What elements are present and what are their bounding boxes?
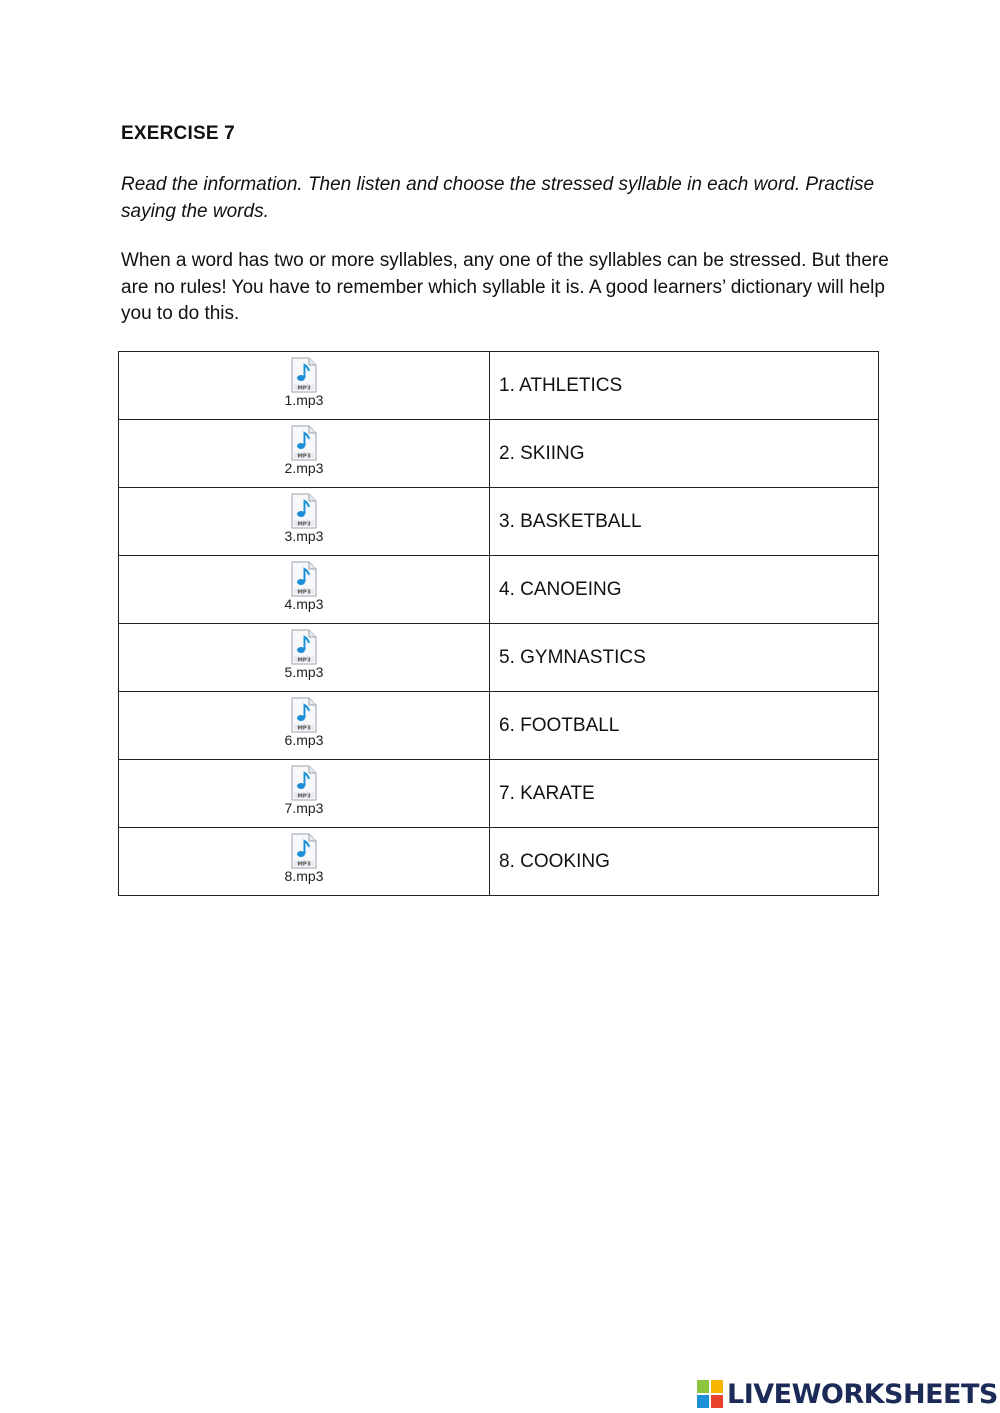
mp3-file-icon xyxy=(288,697,320,733)
word-cell: 5. GYMNASTICS xyxy=(490,624,879,692)
audio-file-name: 8.mp3 xyxy=(284,868,324,884)
svg-text:MP3: MP3 xyxy=(297,657,311,664)
audio-file-button[interactable] xyxy=(285,493,324,544)
audio-cell xyxy=(119,420,490,488)
table-row xyxy=(119,624,879,692)
audio-file-button[interactable] xyxy=(285,697,324,748)
word-cell: 1. ATHLETICS xyxy=(490,352,879,420)
mp3-file-icon xyxy=(288,833,320,869)
audio-file-name: 7.mp3 xyxy=(284,800,324,816)
word-cell: 3. BASKETBALL xyxy=(490,488,879,556)
audio-file-name: 5.mp3 xyxy=(284,664,324,680)
audio-cell xyxy=(119,556,490,624)
audio-file-button[interactable] xyxy=(285,561,324,612)
word-cell: 4. CANOEING xyxy=(490,556,879,624)
mp3-file-icon xyxy=(288,357,320,393)
table-row xyxy=(119,760,879,828)
table-row xyxy=(119,828,879,896)
svg-text:MP3: MP3 xyxy=(297,521,311,528)
liveworksheets-logo[interactable] xyxy=(697,1377,998,1411)
audio-cell xyxy=(119,828,490,896)
audio-cell xyxy=(119,760,490,828)
table-row xyxy=(119,420,879,488)
audio-cell xyxy=(119,692,490,760)
audio-file-button[interactable] xyxy=(285,765,324,816)
table-row xyxy=(119,556,879,624)
audio-file-name: 6.mp3 xyxy=(284,732,324,748)
svg-text:MP3: MP3 xyxy=(297,725,311,732)
word-cell: 7. KARATE xyxy=(490,760,879,828)
word-cell: 6. FOOTBALL xyxy=(490,692,879,760)
word-cell: 8. COOKING xyxy=(490,828,879,896)
table-row xyxy=(119,488,879,556)
page-title: EXERCISE 7 xyxy=(121,123,235,144)
audio-file-name: 4.mp3 xyxy=(284,596,324,612)
mp3-file-icon xyxy=(288,425,320,461)
word-table xyxy=(118,351,879,896)
mp3-file-icon xyxy=(288,493,320,529)
svg-text:MP3: MP3 xyxy=(297,453,311,460)
mp3-file-icon xyxy=(288,561,320,597)
mp3-file-icon xyxy=(288,629,320,665)
mp3-file-icon xyxy=(288,765,320,801)
instructions: Read the information. Then listen and choose the stressed syllable in each word. Practise saying the words. xyxy=(121,174,875,222)
audio-file-button[interactable] xyxy=(285,357,324,408)
svg-text:MP3: MP3 xyxy=(297,861,311,868)
table-row xyxy=(119,352,879,420)
svg-text:MP3: MP3 xyxy=(297,793,311,800)
audio-file-name: 3.mp3 xyxy=(284,528,324,544)
liveworksheets-logo-icon xyxy=(697,1380,723,1408)
svg-text:MP3: MP3 xyxy=(297,385,311,392)
audio-cell xyxy=(119,624,490,692)
audio-cell xyxy=(119,352,490,420)
logo-text: LIVEWORKSHEETS xyxy=(727,1378,998,1410)
word-cell: 2. SKIING xyxy=(490,420,879,488)
svg-text:MP3: MP3 xyxy=(297,589,311,596)
table-row xyxy=(119,692,879,760)
audio-file-button[interactable] xyxy=(285,629,324,680)
info-paragraph: When a word has two or more syllables, any one of the syllables can be stressed. But there are no rules! You have to remember which syllable it is. A good learners’ dictionary will help you to do this. xyxy=(121,250,889,324)
audio-cell xyxy=(119,488,490,556)
audio-file-name: 2.mp3 xyxy=(284,460,324,476)
audio-file-button[interactable] xyxy=(285,833,324,884)
audio-file-button[interactable] xyxy=(285,425,324,476)
audio-file-name: 1.mp3 xyxy=(284,392,324,408)
